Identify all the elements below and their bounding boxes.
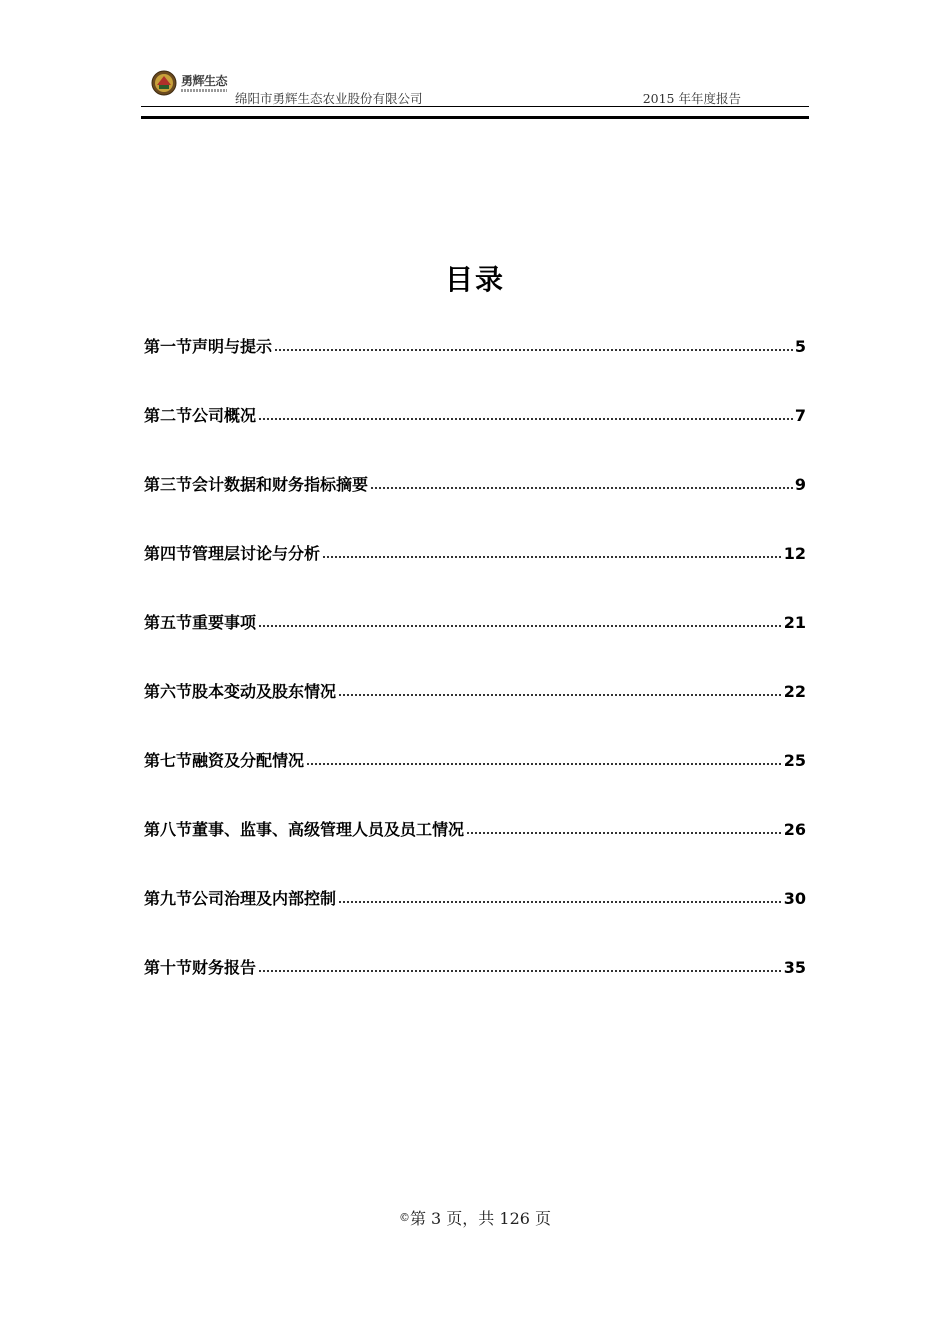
toc-entry[interactable] xyxy=(144,541,806,610)
toc-dot-leader xyxy=(258,407,793,421)
toc-dot-leader xyxy=(306,752,782,766)
logo-subtext xyxy=(181,89,227,92)
toc-entry[interactable] xyxy=(144,403,806,472)
toc-entry-label: 第七节融资及分配情况 xyxy=(144,751,305,770)
toc-dot-leader xyxy=(258,959,782,973)
toc-entry-label: 第四节管理层讨论与分析 xyxy=(144,544,321,563)
toc-entry[interactable] xyxy=(144,886,806,955)
toc-entry-page: 25 xyxy=(783,751,806,770)
table-of-contents xyxy=(144,334,806,1024)
page-footer xyxy=(0,1206,950,1229)
toc-dot-leader xyxy=(338,683,782,697)
toc-entry[interactable] xyxy=(144,472,806,541)
toc-entry[interactable] xyxy=(144,679,806,748)
header-divider-thin xyxy=(141,106,809,107)
header-divider-thick xyxy=(141,116,809,119)
toc-entry-label: 第八节董事、监事、高级管理人员及员工情况 xyxy=(144,820,465,839)
toc-entry-page: 9 xyxy=(794,475,806,494)
toc-dot-leader xyxy=(338,890,782,904)
company-name: 绵阳市勇辉生态农业股份有限公司 xyxy=(235,91,423,106)
toc-entry[interactable] xyxy=(144,817,806,886)
toc-entry-page: 21 xyxy=(783,613,806,632)
toc-entry-page: 26 xyxy=(783,820,806,839)
toc-entry-label: 第三节会计数据和财务指标摘要 xyxy=(144,475,369,494)
toc-dot-leader xyxy=(466,821,782,835)
page-header xyxy=(141,68,809,122)
toc-entry-page: 5 xyxy=(794,337,806,356)
toc-entry-label: 第五节重要事项 xyxy=(144,613,257,632)
toc-entry-page: 30 xyxy=(783,889,806,908)
toc-dot-leader xyxy=(322,545,782,559)
toc-entry[interactable] xyxy=(144,610,806,679)
toc-entry-page: 12 xyxy=(783,544,806,563)
toc-entry-page: 7 xyxy=(794,406,806,425)
toc-dot-leader xyxy=(258,614,782,628)
toc-entry[interactable] xyxy=(144,748,806,817)
toc-entry[interactable] xyxy=(144,955,806,1024)
logo-text: 勇辉生态 xyxy=(181,74,228,88)
toc-entry-label: 第九节公司治理及内部控制 xyxy=(144,889,337,908)
company-logo xyxy=(151,70,233,100)
report-title: 2015 年年度报告 xyxy=(642,91,741,106)
toc-entry-label: 第一节声明与提示 xyxy=(144,337,273,356)
toc-entry-label: 第十节财务报告 xyxy=(144,958,257,977)
page-number-text: 第 3 页，共 126 页 xyxy=(409,1209,552,1228)
toc-entry-page: 22 xyxy=(783,682,806,701)
toc-heading: 目录 xyxy=(444,263,505,296)
toc-entry-label: 第二节公司概况 xyxy=(144,406,257,425)
toc-dot-leader xyxy=(274,338,793,352)
copyright-symbol: © xyxy=(398,1211,410,1224)
toc-dot-leader xyxy=(370,476,793,490)
toc-entry[interactable] xyxy=(144,334,806,403)
toc-entry-label: 第六节股本变动及股东情况 xyxy=(144,682,337,701)
toc-entry-page: 35 xyxy=(783,958,806,977)
logo-emblem-icon xyxy=(151,70,177,96)
